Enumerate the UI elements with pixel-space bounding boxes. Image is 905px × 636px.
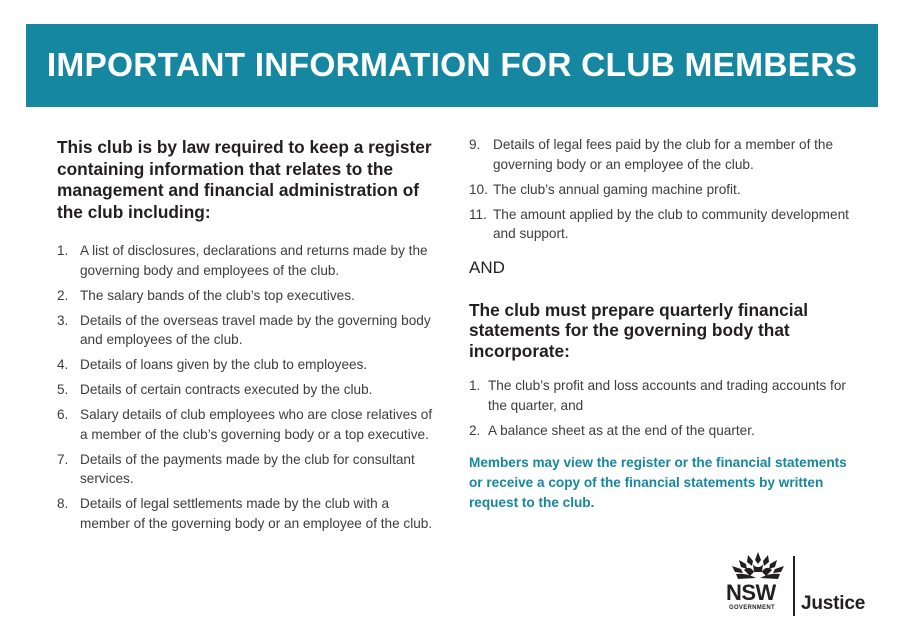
members-note: Members may view the register or the financial statements or receive a copy of the financial statements by written request to the club. [469,455,847,510]
register-list [57,241,442,533]
register-intro: This club is by law required to keep a register containing information that relates to the management and financial administration of the club including: [57,137,432,222]
list-item: 11. The amount applied by the club to community development and support. [469,206,849,241]
and-separator: AND [469,257,505,277]
list-item: 7. Details of the payments made by the club for consultant services. [57,451,415,486]
quarterly-intro: The club must prepare quarterly financial statements for the governing body that incorporate: [469,299,808,361]
register-list-continued [469,135,864,244]
list-item: 1. A list of disclosures, declarations and returns made by the governing body and employees of the club. [57,243,428,278]
list-item: 9. Details of legal fees paid by the club for a member of the governing body or an employee of the club. [469,137,834,172]
list-item: 2. A balance sheet as at the end of the quarter. [469,422,755,438]
quarterly-list [469,376,864,440]
list-item: 10. The club’s annual gaming machine profit. [469,181,741,197]
right-column [469,135,864,513]
list-item: 8. Details of legal settlements made by the club with a member of the governing body or an employee of the club. [57,496,433,531]
government-wordmark: GOVERNMENT [729,605,776,611]
logo-divider [793,556,795,616]
page-title: IMPORTANT INFORMATION FOR CLUB MEMBERS [46,46,858,84]
title-banner [26,24,878,107]
left-column [57,137,442,539]
justice-wordmark: Justice [801,593,866,614]
list-item: 3. Details of the overseas travel made by the governing body and employees of the club. [57,312,431,347]
nsw-justice-logo [726,550,876,616]
list-item: 1. The club’s profit and loss accounts and trading accounts for the quarter, and [469,378,846,413]
list-item: 6. Salary details of club employees who are close relatives of a member of the club’s governing body or a top executive. [57,407,433,442]
list-item: 5. Details of certain contracts executed by the club. [57,382,373,397]
list-item: 2. The salary bands of the club’s top executives. [57,287,355,303]
list-item: 4. Details of loans given by the club to employees. [57,357,368,372]
nsw-wordmark: NSW [726,580,776,605]
